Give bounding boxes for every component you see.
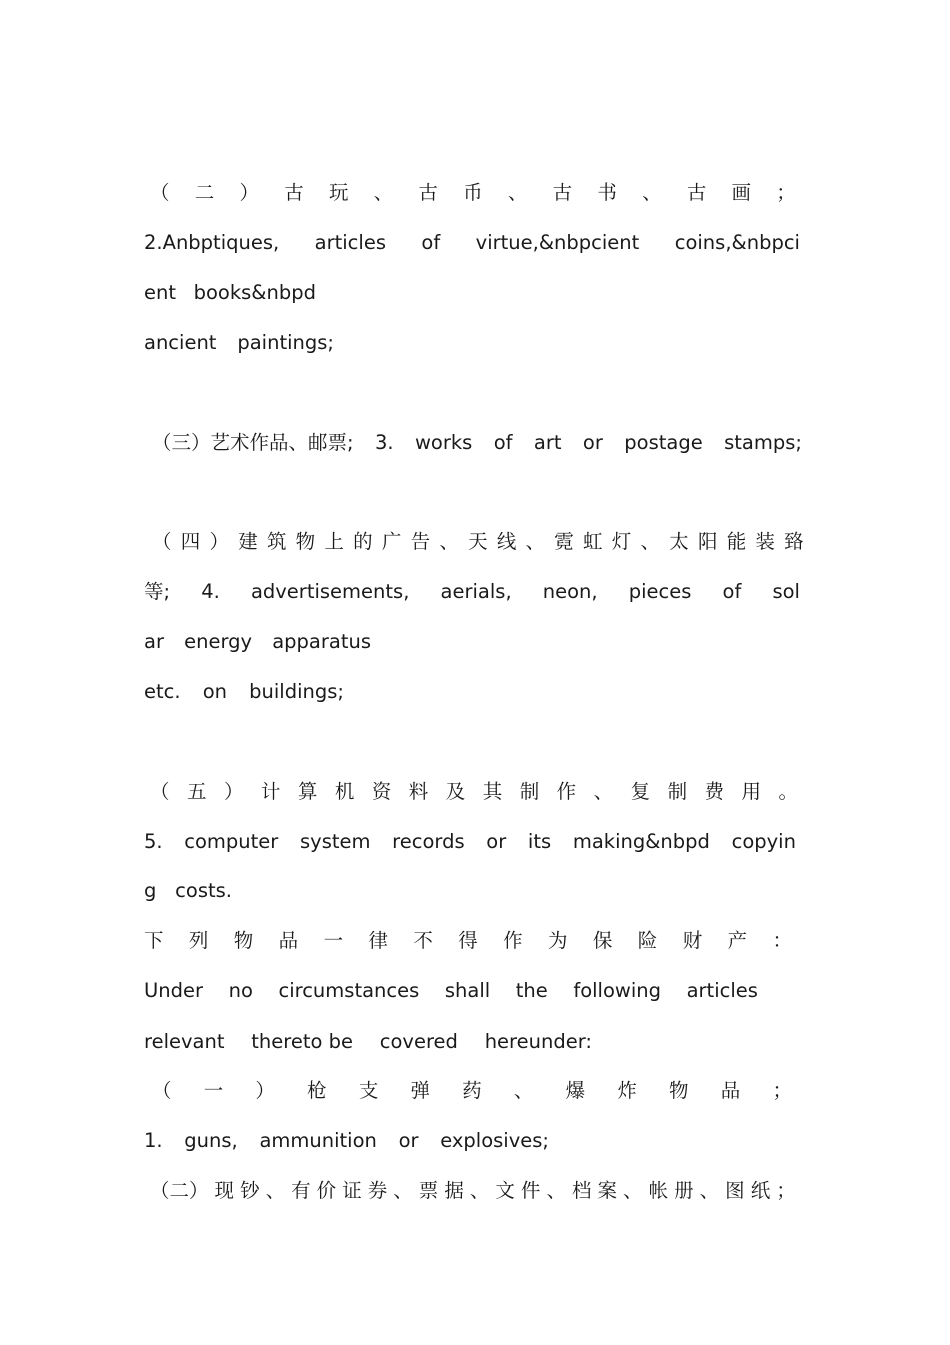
word: 及 [445, 780, 466, 803]
word: ； [776, 1179, 796, 1202]
word: （二） [150, 1179, 209, 1202]
word: 、 [439, 530, 459, 553]
word: （ [152, 530, 172, 553]
text-line [144, 330, 334, 356]
word: neon, [542, 580, 598, 603]
word: 、 [265, 1179, 286, 1202]
word: 画 [731, 181, 752, 204]
word: ） [223, 780, 244, 803]
word: 制 [519, 780, 540, 803]
word: coins,&nbpci [674, 231, 800, 254]
word: 作 [503, 929, 523, 952]
text-line [152, 430, 802, 456]
word: hereunder: [484, 1030, 592, 1053]
word: energy [184, 630, 253, 653]
word: ammunition [259, 1129, 377, 1152]
word: 3. [374, 431, 394, 454]
word: 上 [324, 530, 344, 553]
word: ancient [144, 331, 217, 354]
word: 、 [513, 1079, 534, 1102]
word: 、 [373, 181, 394, 204]
word: 件 [520, 1179, 541, 1202]
word: （三）艺术作品、邮票; [152, 431, 354, 454]
word: 费 [704, 780, 725, 803]
word: 古 [552, 181, 573, 204]
word: 虹 [583, 530, 603, 553]
word: 据 [444, 1179, 464, 1202]
word: aerials, [440, 580, 512, 603]
word: ； [772, 1079, 792, 1102]
word: 品 [720, 1079, 741, 1102]
word: 、 [699, 1179, 720, 1202]
text-line [144, 878, 232, 904]
word: no [228, 979, 253, 1002]
word: 档 [571, 1179, 592, 1202]
word: 四 [180, 530, 201, 553]
word: 1. [144, 1129, 163, 1152]
word: thereto be [251, 1030, 354, 1053]
word: 5. [144, 830, 163, 853]
word: 用 [741, 780, 762, 803]
word: g [144, 879, 157, 902]
word: explosives; [440, 1129, 549, 1152]
word: 4. [201, 580, 220, 603]
word: 书 [597, 181, 617, 204]
word: 保 [592, 929, 613, 952]
word: 有 [291, 1179, 311, 1202]
word: postage [624, 431, 703, 454]
text-line [144, 679, 344, 705]
word: 财 [682, 929, 703, 952]
word: books&nbpd [193, 281, 316, 304]
text-line [144, 829, 796, 855]
word: 复 [630, 780, 651, 803]
word: copyin [731, 830, 796, 853]
word: ） [255, 1079, 275, 1102]
word: 机 [334, 780, 355, 803]
word: computer [184, 830, 279, 853]
word: 作 [556, 780, 577, 803]
word: virtue,&nbpcient [475, 231, 640, 254]
word: 太 [669, 530, 689, 553]
word: 制 [667, 780, 688, 803]
text-line [144, 579, 800, 605]
word: apparatus [272, 630, 371, 653]
word: ： [772, 929, 792, 952]
word: paintings; [237, 331, 334, 354]
word: of [722, 580, 742, 603]
text-line [150, 180, 796, 206]
word: system [300, 830, 371, 853]
word: 支 [358, 1079, 379, 1102]
word: 臵 [784, 530, 804, 553]
word: 物 [233, 929, 254, 952]
word: 等; [144, 580, 171, 603]
word: ent [144, 281, 177, 304]
word: making&nbpd [572, 830, 710, 853]
word: on [202, 680, 227, 703]
word: 广 [381, 530, 402, 553]
word: 不 [413, 929, 433, 952]
word: works [414, 431, 473, 454]
word: 阳 [697, 530, 718, 553]
word: ） [239, 181, 259, 204]
word: 古 [418, 181, 438, 204]
word: or [398, 1129, 419, 1152]
word: 、 [469, 1179, 490, 1202]
word: buildings; [249, 680, 344, 703]
word: 券 [367, 1179, 388, 1202]
word: 二 [194, 181, 215, 204]
word: or [582, 431, 603, 454]
word: 帐 [648, 1179, 669, 1202]
word: 、 [642, 181, 662, 204]
word: relevant [144, 1030, 225, 1053]
text-line [152, 529, 804, 555]
text-line [144, 629, 371, 655]
word: 、 [507, 181, 528, 204]
word: covered [379, 1030, 458, 1053]
word: 一 [203, 1079, 224, 1102]
word: ； [776, 181, 796, 204]
word: （ [150, 780, 170, 803]
word: 册 [674, 1179, 694, 1202]
word: 图 [725, 1179, 745, 1202]
word: 告 [410, 530, 431, 553]
word: 建 [238, 530, 258, 553]
word: pieces [628, 580, 692, 603]
word: 五 [186, 780, 207, 803]
word: 算 [297, 780, 318, 803]
word: 玩 [328, 181, 349, 204]
word: 、 [593, 780, 614, 803]
word: articles [314, 231, 386, 254]
word: 能 [726, 530, 747, 553]
word: articles [686, 979, 758, 1002]
word: following [573, 979, 662, 1002]
word: 文 [495, 1179, 515, 1202]
word: 天 [468, 530, 488, 553]
word: 灯 [611, 530, 632, 553]
word: 2.Anbptiques, [144, 231, 280, 254]
text-line [144, 1029, 592, 1055]
word: of [421, 231, 441, 254]
word: 其 [482, 780, 503, 803]
word: sol [772, 580, 800, 603]
word: 价 [316, 1179, 337, 1202]
text-line [144, 928, 792, 954]
word: 现 [214, 1179, 235, 1202]
word: its [527, 830, 552, 853]
word: 料 [408, 780, 429, 803]
text-line [144, 1128, 549, 1154]
word: Under [144, 979, 204, 1002]
text-line [150, 1178, 796, 1204]
word: of [493, 431, 513, 454]
word: 列 [188, 929, 209, 952]
word: ） [209, 530, 229, 553]
word: 币 [463, 181, 483, 204]
word: 线 [496, 530, 517, 553]
word: guns, [184, 1129, 238, 1152]
word: or [486, 830, 507, 853]
word: the [515, 979, 548, 1002]
word: 、 [623, 1179, 643, 1202]
word: （ [150, 181, 170, 204]
word: records [392, 830, 465, 853]
word: 物 [669, 1079, 689, 1102]
word: etc. [144, 680, 181, 703]
word: 一 [323, 929, 344, 952]
word: 下 [144, 929, 164, 952]
word: 得 [458, 929, 478, 952]
word: 古 [686, 181, 707, 204]
word: 、 [393, 1179, 413, 1202]
word: 霓 [554, 530, 574, 553]
word: 险 [637, 929, 658, 952]
word: costs. [175, 879, 232, 902]
text-line [144, 230, 800, 256]
word: 物 [295, 530, 316, 553]
word: 炸 [617, 1079, 637, 1102]
word: ar [144, 630, 164, 653]
word: 的 [353, 530, 373, 553]
text-line [144, 280, 316, 306]
word: 票 [418, 1179, 439, 1202]
word: 案 [597, 1179, 618, 1202]
word: 、 [640, 530, 660, 553]
word: 。 [778, 780, 798, 803]
word: 爆 [565, 1079, 586, 1102]
word: 药 [462, 1079, 482, 1102]
word: 为 [548, 929, 568, 952]
word: 纸 [750, 1179, 771, 1202]
word: stamps; [724, 431, 802, 454]
text-line [150, 779, 798, 805]
word: 律 [368, 929, 388, 952]
word: 筑 [266, 530, 287, 553]
word: 装 [755, 530, 775, 553]
word: advertisements, [250, 580, 410, 603]
word: （ [152, 1079, 172, 1102]
word: 弹 [410, 1079, 431, 1102]
word: shall [444, 979, 491, 1002]
word: 品 [278, 929, 299, 952]
word: 计 [260, 780, 281, 803]
word: 钞 [240, 1179, 260, 1202]
text-line [144, 978, 758, 1004]
word: 产 [727, 929, 748, 952]
word: art [533, 431, 562, 454]
word: 枪 [307, 1079, 327, 1102]
text-line [152, 1078, 792, 1104]
word: 、 [546, 1179, 566, 1202]
word: 、 [525, 530, 546, 553]
word: 古 [284, 181, 304, 204]
word: 资 [371, 780, 392, 803]
word: circumstances [278, 979, 420, 1002]
word: 证 [342, 1179, 362, 1202]
